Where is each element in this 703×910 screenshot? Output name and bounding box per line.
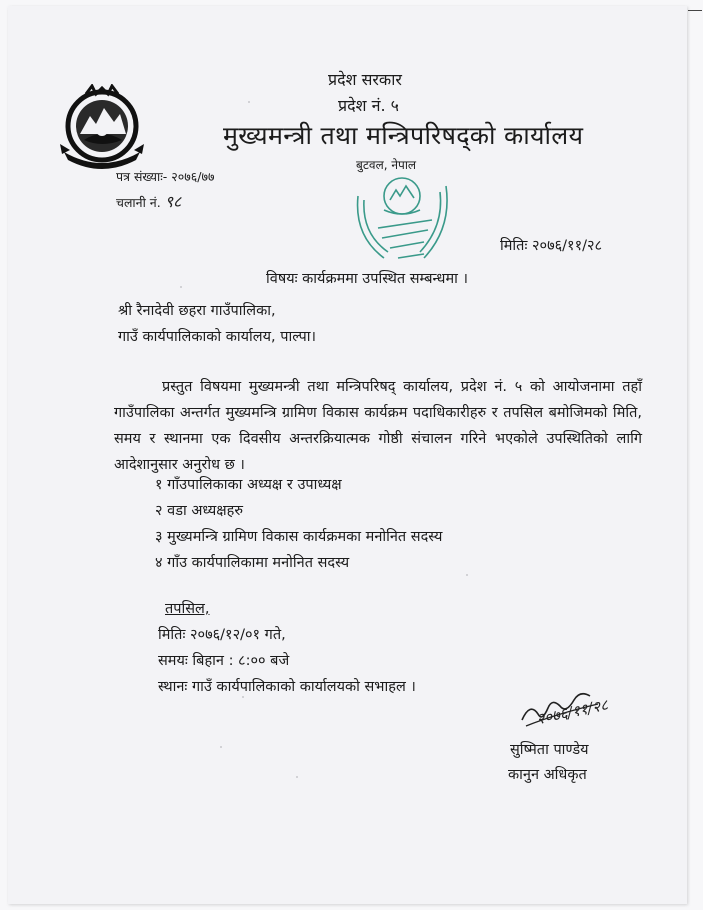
signatory-name: सुष्मिता पाण्डेय [510, 742, 589, 758]
list-item: १ गाँउपालिकाका अध्यक्ष र उपाध्यक्ष [155, 477, 342, 493]
body-paragraph: प्रस्तुत विषयमा मुख्यमन्त्री तथा मन्त्रिपरिषद् कार्यालय, प्रदेश नं. ५ को आयोजनामा तहाँ गाउँपालिका अन्तर्गत मुख्यमन्त्रि ग्रामिण विकास कार्यक्रम पदाधिकारीहरु र तपसिल बमोजिमको मिति, समय र स्थानमा एक दिवसीय अन्तरक्रियात्मक गोष्ठी संचालन गरिने भएकोले उपस्थितिको लागि आदेशानुसार अनुरोध छ । [114, 379, 642, 473]
scan-speck [220, 746, 222, 748]
letter-page [8, 6, 687, 904]
dispatch-value: ९८ [164, 192, 182, 211]
signature-date: २०७६/११/२८ [534, 695, 610, 729]
recipient-line-1: श्री रैनादेवी छहरा गाउँपालिका, [118, 303, 276, 319]
subject-line [266, 268, 468, 288]
list-item: ४ गाँउ कार्यपालिकामा मनोनित सदस्य [155, 555, 350, 571]
header-government: प्रदेश सरकार [328, 70, 402, 89]
scan-speck [296, 776, 298, 778]
dispatch-number [116, 190, 181, 212]
nepal-emblem-icon [56, 84, 148, 170]
recipient-line-2: गाउँ कार्यपालिकाको कार्यालय, पाल्पा। [118, 329, 316, 345]
schedule-place: स्थानः गाउँ कार्यपालिकाको कार्यालयको सभाहल । [158, 679, 416, 695]
list-item: ३ मुख्यमन्त्रि ग्रामिण विकास कार्यक्रमका मनोनित सदस्य [155, 529, 443, 545]
schedule-date: मितिः २०७६/१२/०१ गते, [158, 627, 286, 643]
edge-mark [688, 10, 702, 11]
subject-label: विषयः [266, 271, 298, 287]
list-item: २ वडा अध्यक्षहरु [155, 503, 244, 519]
subject-text: कार्यक्रममा उपस्थित सम्बन्धमा । [302, 271, 468, 287]
schedule-time: समयः बिहान : ८:०० बजे [158, 653, 290, 669]
schedule-heading: तपसिल, [165, 601, 210, 617]
page-title: मुख्यमन्त्री तथा मन्त्रिपरिषद्को कार्यालय [223, 121, 584, 150]
office-stamp-icon [344, 166, 456, 270]
scan-speck [248, 101, 250, 103]
header-province: प्रदेश नं. ५ [338, 96, 399, 115]
scan-speck [242, 696, 244, 698]
signatory-title: कानुन अधिकृत [508, 767, 587, 783]
scan-speck [180, 286, 182, 288]
letter-number: पत्र संख्याः- २०७६/७७ [116, 169, 215, 184]
dispatch-label: चलानी नं. [116, 195, 161, 210]
letter-date: मितिः २०७६/११/२८ [500, 238, 603, 254]
scan-speck [466, 574, 468, 576]
header-location: बुटवल, नेपाल [356, 158, 417, 172]
